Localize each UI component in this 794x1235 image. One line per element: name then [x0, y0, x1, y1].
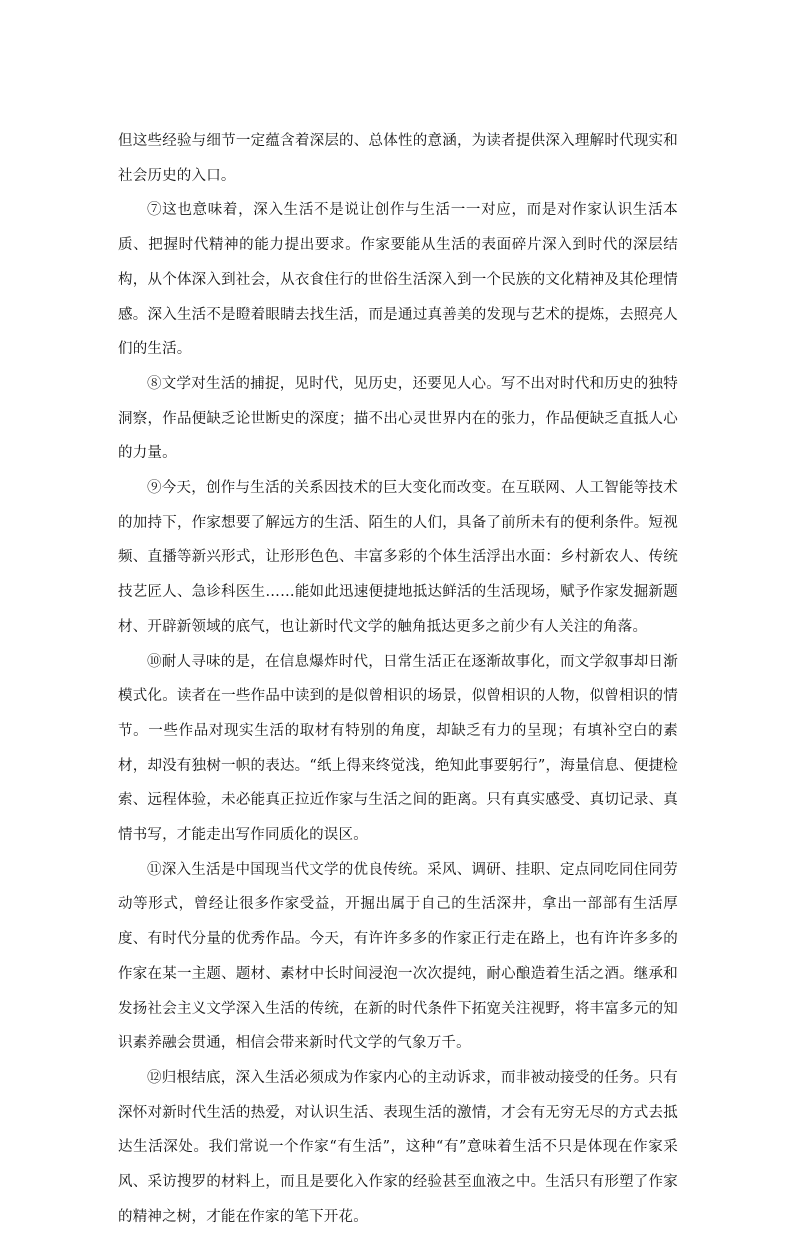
- paragraph-7: ⑦这也意味着，深入生活不是说让创作与生活一一对应，而是对作家认识生活本质、把握时代精神的能力提出要求。作家要能从生活的表面碎片深入到时代的深层结构，从个体深入到社会，从衣食住行的世俗生活深入到一个民族的文化精神及其伦理情感。深入生活不是瞪着眼睛去找生活，而是通过真善美的发现与艺术的提炼，去照亮人们的生活。: [118, 202, 678, 358]
- paragraph-8: ⑧文学对生活的捕捉，见时代，见历史，还要见人心。写不出对时代和历史的独特洞察，作品便缺乏论世断史的深度；描不出心灵世界内在的张力，作品便缺乏直抵人心的力量。: [118, 375, 678, 462]
- paragraph-11: ⑪深入生活是中国现当代文学的优良传统。采风、调研、挂职、定点同吃同住同劳动等形式，曾经让很多作家受益，开掘出属于自己的生活深井，拿出一部部有生活厚度、有时代分量的优秀作品。今天，有许许多多的作家正行走在路上，也有许许多多的作家在某一主题、题材、素材中长时间浸泡一次次提纯，耐心酿造着生活之酒。继承和发扬社会主义文学深入生活的传统，在新的时代条件下拓宽关注视野，将丰富多元的知识素养融会贯通，相信会带来新时代文学的气象万千。: [118, 861, 678, 1052]
- document-page: [118, 124, 678, 1235]
- paragraph-9: ⑨今天，创作与生活的关系因技术的巨大变化而改变。在互联网、人工智能等技术的加持下，作家想要了解远方的生活、陌生的人们，具备了前所未有的便利条件。短视频、直播等新兴形式，让形形色色、丰富多彩的个体生活浮出水面：乡村新农人、传统技艺匠人、急诊科医生……能如此迅速便捷地抵达鲜活的生活现场，赋予作家发掘新题材、开辟新领域的底气，也让新时代文学的触角抵达更多之前少有人关注的角落。: [118, 480, 678, 635]
- paragraph-10: ⑩耐人寻味的是，在信息爆炸时代，日常生活正在逐渐故事化，而文学叙事却日渐模式化。读者在一些作品中读到的是似曾相识的场景，似曾相识的人物，似曾相识的情节。一些作品对现实生活的取材有特别的角度，却缺乏有力的呈现；有填补空白的素材，却没有独树一帜的表达。“纸上得来终觉浅，绝知此事要躬行”，海量信息、便捷检索、远程体验，未必能真正拉近作家与生活之间的距离。只有真实感受、真切记录、真情书写，才能走出写作同质化的误区。: [118, 653, 678, 844]
- paragraph-12: ⑫归根结底，深入生活必须成为作家内心的主动诉求，而非被动接受的任务。只有深怀对新时代生活的热爱，对认识生活、表现生活的激情，才会有无穷无尽的方式去抵达生活深处。我们常说一个作家“有生活”，这种“有”意味着生活不只是体现在作家采风、采访搜罗的材料上，而且是要化入作家的经验甚至血液之中。生活只有形塑了作家的精神之树，才能在作家的笔下开花。: [118, 1069, 678, 1225]
- paragraph-continuation: 但这些经验与细节一定蕴含着深层的、总体性的意涵，为读者提供深入理解时代现实和社会历史的入口。: [118, 133, 678, 184]
